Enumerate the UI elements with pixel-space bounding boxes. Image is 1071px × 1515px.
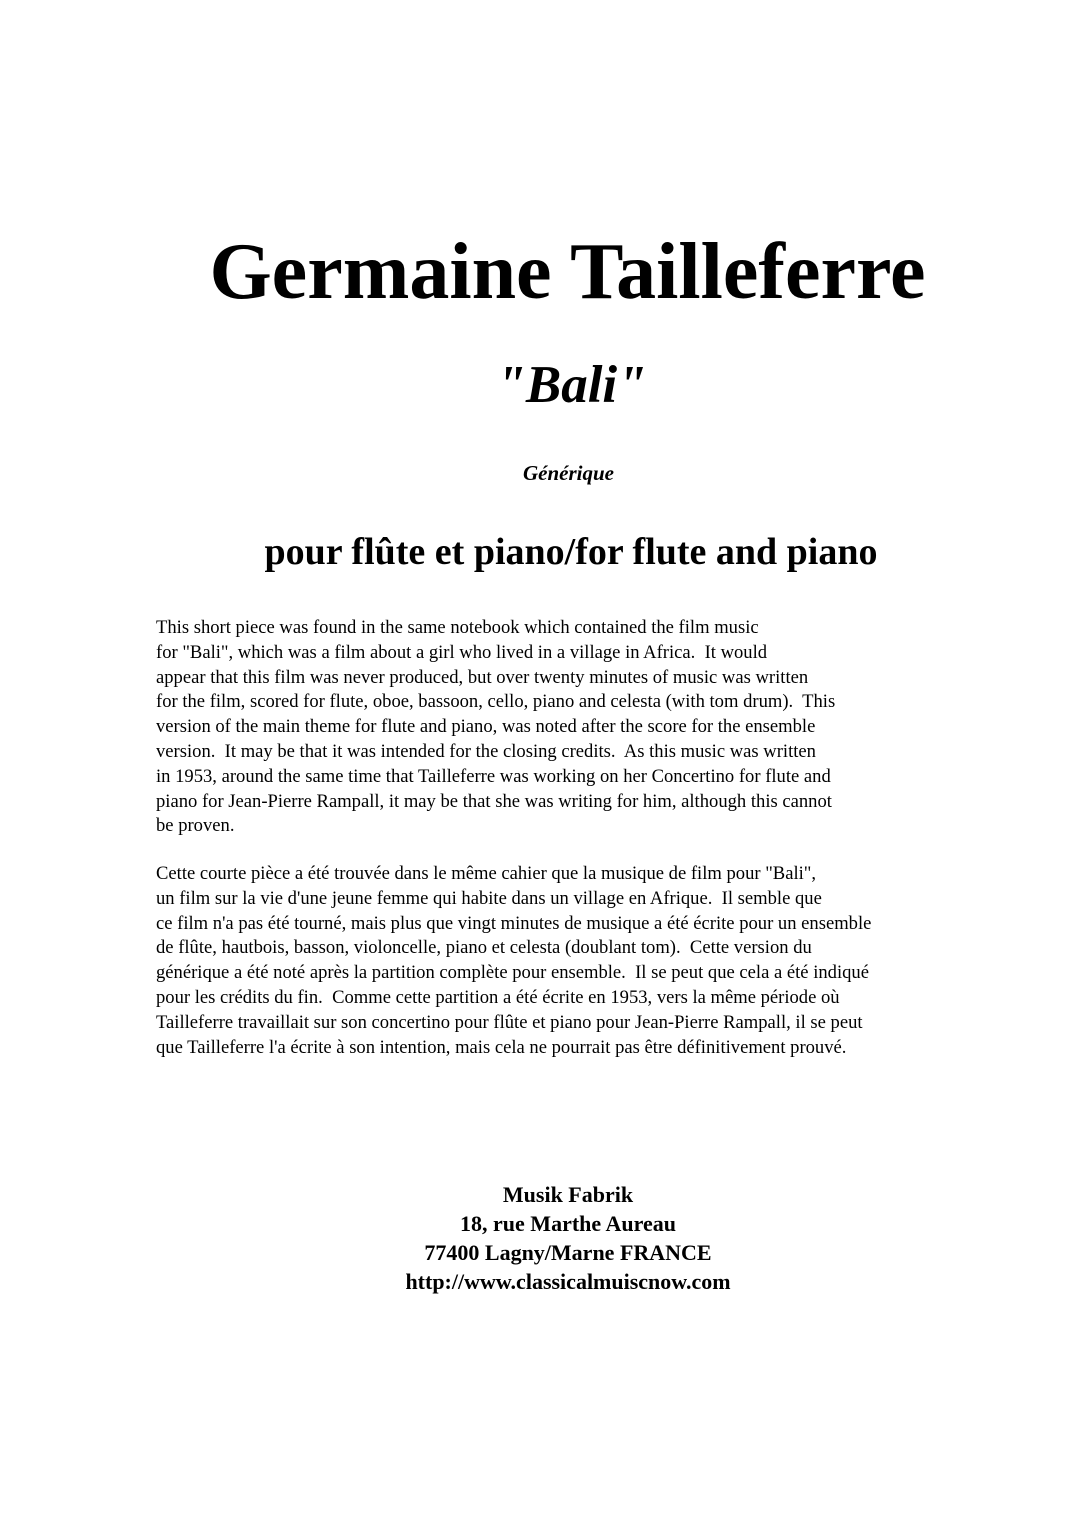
notes-line: be proven.: [156, 815, 235, 837]
publisher-street: 18, rue Marthe Aureau: [460, 1211, 676, 1236]
notes-line: Tailleferre travaillait sur son concertino pour flûte et piano pour Jean-Pierre Rampall, il se peut: [156, 1011, 863, 1033]
notes-line: for the film, scored for flute, oboe, bassoon, cello, piano and celesta (with tom drum). This: [156, 691, 836, 713]
notes-line: ce film n'a pas été tourné, mais plus que vingt minutes de musique a été écrite pour un ensemble: [156, 912, 872, 934]
work-subtitle: Générique: [523, 461, 614, 485]
publisher-block: [0, 1180, 1071, 1296]
notes-line: This short piece was found in the same notebook which contained the film music: [156, 617, 759, 638]
notes-line: for "Bali", which was a film about a girl who lived in a village in Africa. It would: [156, 641, 768, 663]
notes-line: appear that this film was never produced, but over twenty minutes of music was written: [156, 666, 809, 688]
notes-line: Cette courte pièce a été trouvée dans le même cahier que la musique de film pour "Bali",: [156, 863, 817, 884]
notes-line: que Tailleferre l'a écrite à son intention, mais cela ne pourrait pas être définitivement prouvé.: [156, 1036, 847, 1058]
notes-line: pour les crédits du fin. Comme cette partition a été écrite en 1953, vers la même période où: [156, 986, 840, 1008]
notes-line: in 1953, around the same time that Tailleferre was working on her Concertino for flute and: [156, 765, 831, 787]
program-notes-english: [156, 616, 1056, 839]
notes-line: version. It may be that it was intended for the closing credits. As this music was written: [156, 740, 816, 762]
composer-name: Germaine Tailleferre: [209, 228, 926, 316]
publisher-website: http://www.classicalmuiscnow.com: [405, 1269, 731, 1294]
program-notes-french: [156, 862, 1056, 1060]
publisher-city: 77400 Lagny/Marne FRANCE: [424, 1240, 712, 1265]
notes-line: générique a été noté après la partition complète pour ensemble. Il se peut que cela a été indiqué: [156, 962, 869, 984]
notes-line: de flûte, hautbois, basson, violoncelle, piano et celesta (doublant tom). Cette version du: [156, 937, 812, 959]
notes-line: version of the main theme for flute and piano, was noted after the score for the ensemble: [156, 716, 816, 738]
publisher-name: Musik Fabrik: [502, 1182, 634, 1207]
notes-line: un film sur la vie d'une jeune femme qui habite dans un village en Afrique. Il semble que: [156, 887, 822, 909]
instrumentation: pour flûte et piano/for flute and piano: [264, 531, 878, 573]
work-title: "Bali": [496, 356, 647, 414]
notes-line: piano for Jean-Pierre Rampall, it may be that she was writing for him, although this cannot: [156, 790, 832, 812]
